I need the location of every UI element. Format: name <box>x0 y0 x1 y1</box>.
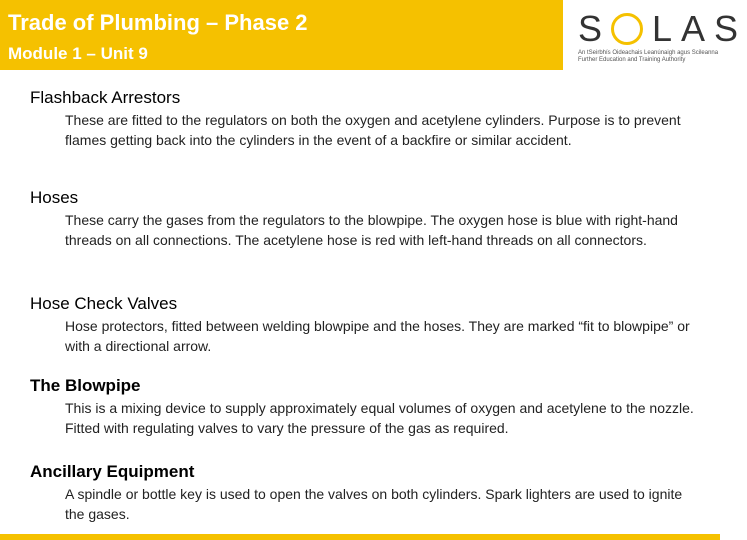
page-subtitle: Module 1 – Unit 9 <box>8 44 148 63</box>
footer-accent-bar <box>0 534 720 540</box>
section-heading: Hose Check Valves <box>30 294 178 313</box>
solas-logo <box>574 6 747 66</box>
logo-wordmark: S LAS <box>578 8 747 49</box>
section-heading: The Blowpipe <box>30 376 141 395</box>
logo-tagline: An tSeirbhís Oideachais Leanúnaigh agus Scileanna Further Education and Training Authority <box>578 50 719 63</box>
section-body: Hose protectors, fitted between welding blowpipe and the hoses. They are marked “fit to blowpipe” or with a directional arrow. <box>65 318 690 354</box>
section-body: These carry the gases from the regulators to the blowpipe. The oxygen hose is blue with right-hand threads on all connections. The acetylene hose is red with left-hand threads on all connectors. <box>65 212 678 248</box>
section-body: A spindle or bottle key is used to open the valves on both cylinders. Spark lighters are used to ignite the gases. <box>65 486 683 522</box>
section-heading: Hoses <box>30 188 79 207</box>
section-body: This is a mixing device to supply approximately equal volumes of oxygen and acetylene to the nozzle. Fitted with regulating valves to vary the pressure of the gas as required. <box>65 400 694 436</box>
section-body: These are fitted to the regulators on both the oxygen and acetylene cylinders. Purpose is to prevent flames getting back into the cylinders in the event of a backfire or similar accident. <box>65 112 681 148</box>
logo-circle-icon <box>611 13 643 45</box>
header-band <box>0 0 563 70</box>
section-heading: Flashback Arrestors <box>30 88 181 107</box>
page-title: Trade of Plumbing – Phase 2 <box>8 10 308 35</box>
section-heading: Ancillary Equipment <box>30 462 195 481</box>
